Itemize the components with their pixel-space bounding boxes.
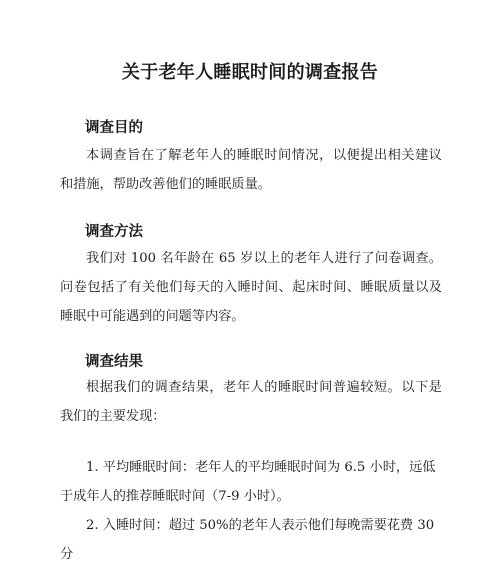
section-heading-method: 调查方法	[85, 224, 143, 240]
document-title: 关于老年人睡眠时间的调查报告	[121, 62, 379, 83]
section-paragraph-results: 根据我们的调查结果，老年人的睡眠时间普遍较短。以下是我们的主要发现：	[60, 380, 442, 424]
section-paragraph-method: 我们对 100 名年龄在 65 岁以上的老年人进行了问卷调查。问卷包括了有关他们每天的入睡时间、起床时间、睡眠质量以及睡眠中可能遇到的问题等内容。	[60, 251, 442, 324]
finding-item: 1. 平均睡眠时间：老年人的平均睡眠时间为 6.5 小时，远低于成年人的推荐睡眠时间（7-9 小时）。	[60, 460, 436, 504]
section-heading-purpose: 调查目的	[85, 120, 143, 136]
section-paragraph-purpose: 本调查旨在了解老年人的睡眠时间情况，以便提出相关建议和措施，帮助改善他们的睡眠质量。	[60, 148, 442, 192]
finding-item: 2. 入睡时间：超过 50%的老年人表示他们每晚需要花费 30 分	[60, 518, 435, 562]
section-heading-results: 调查结果	[85, 354, 143, 370]
